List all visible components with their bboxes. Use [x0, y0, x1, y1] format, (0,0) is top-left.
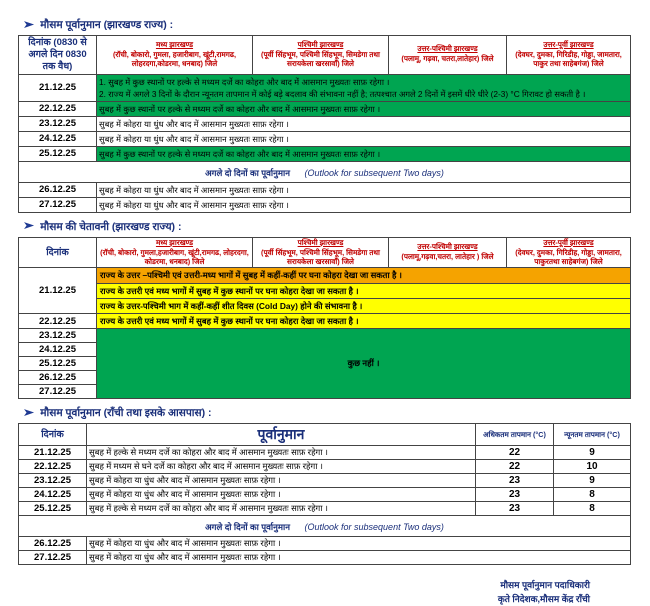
table-row — [19, 313, 631, 328]
row-min-temp: 9 — [554, 474, 631, 488]
row-date: 22.12.25 — [19, 101, 97, 116]
header-region-northwest: उत्तर-पश्चिमी झारखण्ड (पलामू, गढ़वा, चतरा,लातेहार) जिले — [389, 36, 507, 75]
table-row — [19, 197, 631, 212]
section-title-state-warning: मौसम की चेतावनी (झारखण्ड राज्य) : — [40, 220, 182, 233]
header-region-western: पश्चिमी झारखण्ड (पूर्वी सिंहभूम, पश्चिमी सिंहभूम, सिमडेगा तथा सरायकेला खरसावाँ) जिले — [253, 237, 389, 268]
row-forecast-text: सुबह में कुछ स्थानों पर हल्के से मध्यम दर्जे का कोहरा और बाद में आसमान मुख्यतः साफ़ रहेगा । — [97, 101, 631, 116]
row-date: 26.12.25 — [19, 537, 87, 551]
ranchi-forecast-table — [18, 423, 631, 565]
outlook-label — [19, 161, 631, 182]
section-heading-state-warning — [24, 220, 638, 234]
table-row — [19, 329, 631, 343]
table-row — [19, 474, 631, 488]
row-warning-text — [97, 313, 631, 328]
arrow-bullet-icon: ➤ — [22, 18, 35, 31]
table-header-row — [19, 424, 631, 446]
row-date: 25.12.25 — [19, 146, 97, 161]
row-warning-text — [97, 268, 631, 314]
header-region-central: मध्य झारखण्ड (रॉची, बोकारो, गुमला, हजारीबाग, खूंटी,रामगढ, लोहरदगा,कोडरमा, धनबाद) जिले — [97, 36, 253, 75]
row-min-temp: 9 — [554, 446, 631, 460]
row-min-temp: 10 — [554, 460, 631, 474]
row-max-temp: 22 — [476, 446, 554, 460]
row-forecast-text: 1. सुबह में कुछ स्थानों पर हल्के से मध्यम दर्जे का कोहरा और बाद में आसमान मुख्यतः साफ़ रहेगा । 2. राज्य में अगले 3 दिनों के दौरान न्यूनतम तापमान में कोई बड़े बदलाव की संभावना नहीं है; तत्पश्चात अगले 2 दिनों में इसमें धीरे धीरे (2-3) °C गिरावट हो सकती है । — [97, 74, 631, 101]
row-min-temp: 8 — [554, 502, 631, 516]
row-forecast-text: सुबह में मध्यम से घने दर्जे का कोहरा और बाद में आसमान मुख्यतः साफ़ रहेगा । — [87, 460, 476, 474]
table-row — [19, 537, 631, 551]
row-forecast-text: सुबह में हल्के से मध्यम दर्जे का कोहरा और बाद में आसमान मुख्यतः साफ़ रहेगा । — [87, 502, 476, 516]
row-forecast-text: सुबह में कोहरा या धुंध और बाद में आसमान मुख्यतः साफ़ रहेगा । — [87, 537, 631, 551]
warning-line-orange: राज्य के उत्तर –पश्चिमी एवं उत्तरी-मध्य भागों में सुबह में कहीं-कहीं पर घना कोहरा देखा जा सकता है । — [97, 268, 630, 283]
table-row — [19, 446, 631, 460]
header-region-northeast: उत्तर-पूर्वी झारखण्ड (देवघर, दुमका, गिरिडीह, गोड्डा, जामतारा, पाकुर तथा साहेबगंज) जिले — [507, 36, 631, 75]
table-row — [19, 551, 631, 565]
row-date: 24.12.25 — [19, 343, 97, 357]
outlook-label — [19, 516, 631, 537]
row-date: 23.12.25 — [19, 329, 97, 343]
table-row — [19, 101, 631, 116]
section-heading-ranchi-forecast — [24, 406, 638, 420]
row-forecast-text: सुबह में कोहरा या धुंध और बाद में आसमान मुख्यतः साफ़ रहेगा । — [97, 131, 631, 146]
row-max-temp: 23 — [476, 502, 554, 516]
warning-line-yellow: राज्य के उत्तरी एवं मध्य भागों में सुबह में कुछ स्थानों पर घना कोहरा देखा जा सकता है । — [97, 314, 630, 328]
row-date: 26.12.25 — [19, 371, 97, 385]
row-forecast-text: सुबह में कुछ स्थानों पर हल्के से मध्यम दर्जे का कोहरा और बाद में आसमान मुख्यतः साफ़ रहेगा । — [97, 146, 631, 161]
row-date: 25.12.25 — [19, 502, 87, 516]
row-date: 21.12.25 — [19, 74, 97, 101]
arrow-bullet-icon: ➤ — [22, 220, 35, 233]
header-max-temp: अधिकतम तापमान (°C) — [476, 424, 554, 446]
table-header-row — [19, 36, 631, 75]
table-row — [19, 74, 631, 101]
header-region-western: पश्चिमी झारखण्ड (पूर्वी सिंहभूम, पश्चिमी सिंहभूम, सिमडेगा तथा सरायकेला खरसावाँ) जिले — [253, 36, 389, 75]
signature-office: कृते निदेशक,मौसम केंद्र राँची — [497, 593, 590, 604]
row-forecast-text: सुबह में कोहरा या धुंध और बाद में आसमान मुख्यतः साफ़ रहेगा । — [97, 197, 631, 212]
header-date: दिनांक — [19, 424, 87, 446]
outlook-label-hindi: अगले दो दिनों का पूर्वानुमान — [205, 522, 291, 533]
row-date: 21.12.25 — [19, 446, 87, 460]
row-date: 26.12.25 — [19, 182, 97, 197]
row-forecast-text: सुबह में हल्के से मध्यम दर्जे का कोहरा और बाद में आसमान मुख्यतः साफ़ रहेगा । — [87, 446, 476, 460]
table-row — [19, 116, 631, 131]
row-max-temp: 23 — [476, 488, 554, 502]
row-date: 22.12.25 — [19, 460, 87, 474]
signature-block — [12, 579, 638, 606]
row-date: 27.12.25 — [19, 385, 97, 399]
header-region-central: मध्य झारखण्ड (रॉची, बोकारो, गुमला,हजारीबाग, खूंटी,रामगढ, लोहरदगा, कोडरमा, धनबाद) जिले — [97, 237, 253, 268]
table-row — [19, 268, 631, 314]
section-title-state-forecast: मौसम पूर्वानुमान (झारखण्ड राज्य) : — [40, 19, 174, 31]
table-row — [19, 182, 631, 197]
table-row — [19, 488, 631, 502]
row-date: 24.12.25 — [19, 488, 87, 502]
outlook-label-hindi: अगले दो दिनों का पूर्वानुमान — [205, 167, 291, 178]
row-date: 23.12.25 — [19, 116, 97, 131]
row-forecast-text: सुबह में कोहरा या धुंध और बाद में आसमान मुख्यतः साफ़ रहेगा । — [87, 474, 476, 488]
row-date: 22.12.25 — [19, 313, 97, 328]
signature-designation: मौसम पूर्वानुमान पदाधिकारी — [500, 580, 590, 591]
arrow-bullet-icon: ➤ — [22, 406, 35, 419]
row-forecast-text: सुबह में कोहरा या धुंध और बाद में आसमान मुख्यतः साफ़ रहेगा । — [87, 551, 631, 565]
outlook-label-english: (Outlook for subsequent Two days) — [304, 167, 444, 178]
row-date: 27.12.25 — [19, 551, 87, 565]
header-min-temp: न्यूनतम तापमान (°C) — [554, 424, 631, 446]
header-date: दिनांक (0830 से अगले दिन 0830 तक वैध) — [19, 36, 97, 75]
outlook-label-english: (Outlook for subsequent Two days) — [304, 522, 444, 533]
section-heading-state-forecast — [24, 18, 638, 32]
row-forecast-text: सुबह में कोहरा या धुंध और बाद में आसमान मुख्यतः साफ़ रहेगा । — [97, 182, 631, 197]
row-date: 27.12.25 — [19, 197, 97, 212]
row-forecast-text: सुबह में कोहरा या धुंध और बाद में आसमान मुख्यतः साफ़ रहेगा । — [87, 488, 476, 502]
table-row — [19, 131, 631, 146]
table-header-row — [19, 237, 631, 268]
warning-line-yellow: राज्य के उत्तर-पश्चिमी भाग में कहीं-कहीं शीत दिवस (Cold Day) होने की संभावना है । — [97, 299, 630, 313]
state-warning-table — [18, 237, 631, 399]
header-forecast: पूर्वानुमान — [87, 424, 476, 446]
row-forecast-text: सुबह में कोहरा या धुंध और बाद में आसमान मुख्यतः साफ़ रहेगा । — [97, 116, 631, 131]
header-date: दिनांक — [19, 237, 97, 268]
outlook-separator-row — [19, 161, 631, 182]
state-forecast-table — [18, 35, 631, 213]
row-min-temp: 8 — [554, 488, 631, 502]
table-row — [19, 502, 631, 516]
outlook-separator-row — [19, 516, 631, 537]
header-region-northeast: उत्तर-पूर्वी झारखण्ड (देवघर, दुमका, गिरिडीह, गोड्डा, जामतारा, पाकुरतथा साहेबगंज) जिले — [507, 237, 631, 268]
row-date: 24.12.25 — [19, 131, 97, 146]
header-region-northwest: उत्तर-पश्चिमी झारखण्ड (पलामू,गढ़वा,चतरा, लातेहार ) जिले — [389, 237, 507, 268]
row-date: 21.12.25 — [19, 268, 97, 314]
section-title-ranchi-forecast: मौसम पूर्वानुमान (राँची तथा इसके आसपास) : — [40, 407, 212, 420]
no-warning-cell: कुछ नहीं । — [97, 329, 631, 399]
warning-line-yellow: राज्य के उत्तरी एवं मध्य भागों में सुबह में कुछ स्थानों पर घना कोहरा देखा जा सकता है । — [97, 284, 630, 299]
row-date: 25.12.25 — [19, 357, 97, 371]
table-row — [19, 460, 631, 474]
row-date: 23.12.25 — [19, 474, 87, 488]
row-max-temp: 23 — [476, 474, 554, 488]
row-max-temp: 22 — [476, 460, 554, 474]
table-row — [19, 146, 631, 161]
